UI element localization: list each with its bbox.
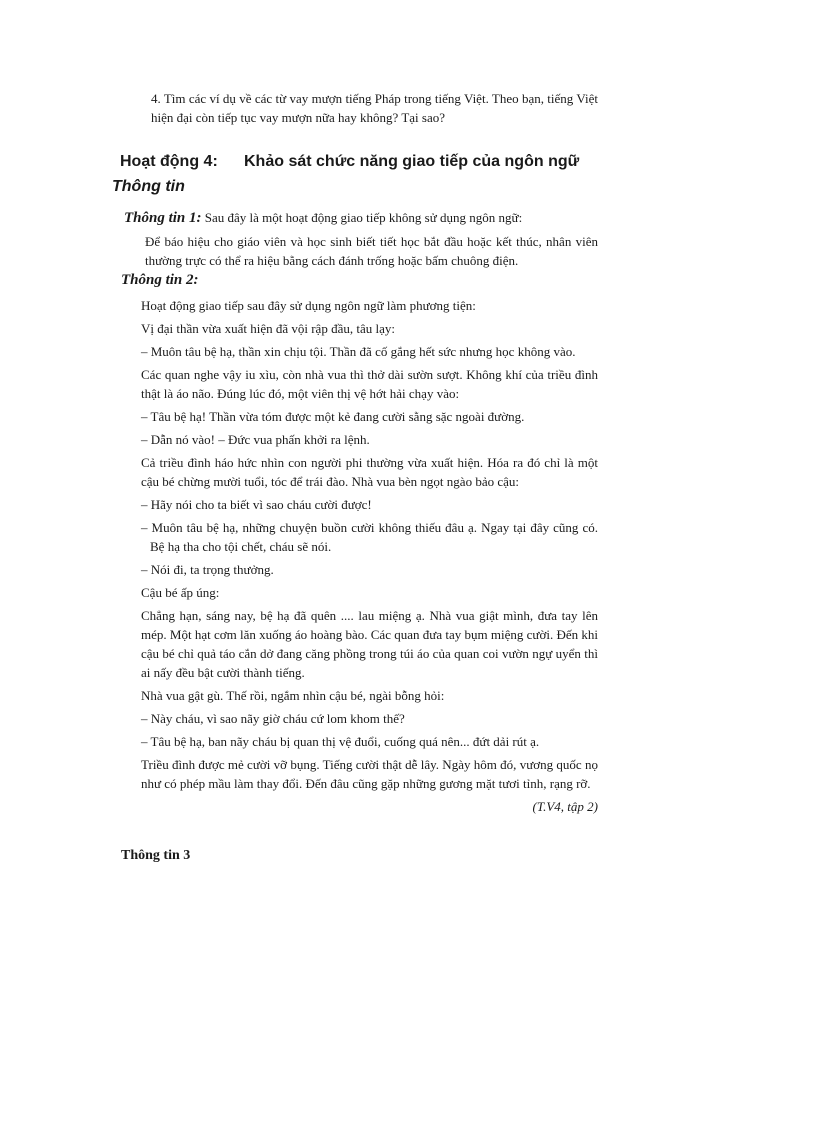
info-2-body (141, 296, 598, 820)
dialogue-line: – Dẫn nó vào! – Đức vua phấn khởi ra lệnh. (141, 432, 370, 447)
question-4: 4. Tìm các ví dụ về các từ vay mượn tiếng Pháp trong tiếng Việt. Theo bạn, tiếng Việt hiện đại còn tiếp tục vay mượn nữa hay không? Tại sao? (151, 91, 598, 125)
dialogue-line: – Muôn tâu bệ hạ, những chuyện buồn cười không thiếu đâu ạ. Ngay tại đây cũng có. Bệ hạ tha cho tội chết, cháu sẽ nói. (141, 520, 598, 554)
dialogue-line: – Muôn tâu bệ hạ, thần xin chịu tội. Thần đã cố gắng hết sức nhưng học không vào. (141, 344, 576, 359)
paragraph: Nhà vua gật gù. Thế rồi, ngắm nhìn cậu bé, ngài bỗng hỏi: (141, 688, 445, 703)
info-1-intro: Sau đây là một hoạt động giao tiếp không sử dụng ngôn ngữ: (204, 210, 523, 225)
activity-number: Hoạt động 4: (120, 153, 218, 170)
info-2-label: Thông tin 2: (121, 272, 199, 288)
info-1-line (124, 208, 604, 228)
source-citation: (T.V4, tập 2) (532, 799, 598, 814)
paragraph: Hoạt động giao tiếp sau đây sử dụng ngôn ngữ làm phương tiện: (141, 298, 476, 313)
paragraph: Chẳng hạn, sáng nay, bệ hạ đã quên .... lau miệng ạ. Nhà vua giật mình, đưa tay lên mép. Một hạt cơm lăn xuống áo hoàng bào. Các quan đưa tay bụm miệng cười. Đến khi cậu bé chỉ quả táo cắn dở đang căng phồng trong túi áo của quan coi vườn ngự uyển thì ai nấy đều bật cười thành tiếng. (141, 608, 598, 680)
dialogue-line: – Hãy nói cho ta biết vì sao cháu cười được! (141, 497, 372, 512)
activity-title: Khảo sát chức năng giao tiếp của ngôn ngữ (244, 153, 580, 170)
activity-heading (120, 153, 579, 171)
paragraph: Vị đại thần vừa xuất hiện đã vội rập đầu, tâu lạy: (141, 321, 395, 336)
paragraph: Các quan nghe vậy iu xìu, còn nhà vua thì thở dài sườn sượt. Không khí của triều đình thật là áo não. Đúng lúc đó, một viên thị vệ hớt hải chạy vào: (141, 367, 598, 401)
paragraph: Triều đình được mẻ cười vỡ bụng. Tiếng cười thật dễ lây. Ngày hôm đó, vương quốc nọ như có phép mầu làm thay đổi. Đến đâu cũng gặp những gương mặt tươi tỉnh, rạng rỡ. (141, 757, 598, 791)
dialogue-line: – Nói đi, ta trọng thưởng. (141, 562, 274, 577)
dialogue-line: – Tâu bệ hạ! Thần vừa tóm được một kẻ đang cười sằng sặc ngoài đường. (141, 409, 525, 424)
info-3-label: Thông tin 3 (121, 848, 191, 863)
dialogue-line: – Tâu bệ hạ, ban nãy cháu bị quan thị vệ đuổi, cuống quá nên... đứt dải rút ạ. (141, 734, 540, 749)
info-1-text: Để báo hiệu cho giáo viên và học sinh biết tiết học bắt đầu hoặc kết thúc, nhân viên thường trực có thể ra hiệu bằng cách đánh trống hoặc bấm chuông điện. (145, 234, 598, 268)
paragraph: Cả triều đình háo hức nhìn con người phi thường vừa xuất hiện. Hóa ra đó chỉ là một cậu bé chừng mười tuổi, tóc để trái đào. Nhà vua bèn ngọt ngào bảo cậu: (141, 455, 598, 489)
section-title: Thông tin (112, 178, 185, 195)
dialogue-line: – Này cháu, vì sao nãy giờ cháu cứ lom khom thế? (141, 711, 405, 726)
paragraph: Cậu bé ấp úng: (141, 585, 220, 600)
info-1-label: Thông tin 1: (124, 210, 202, 226)
